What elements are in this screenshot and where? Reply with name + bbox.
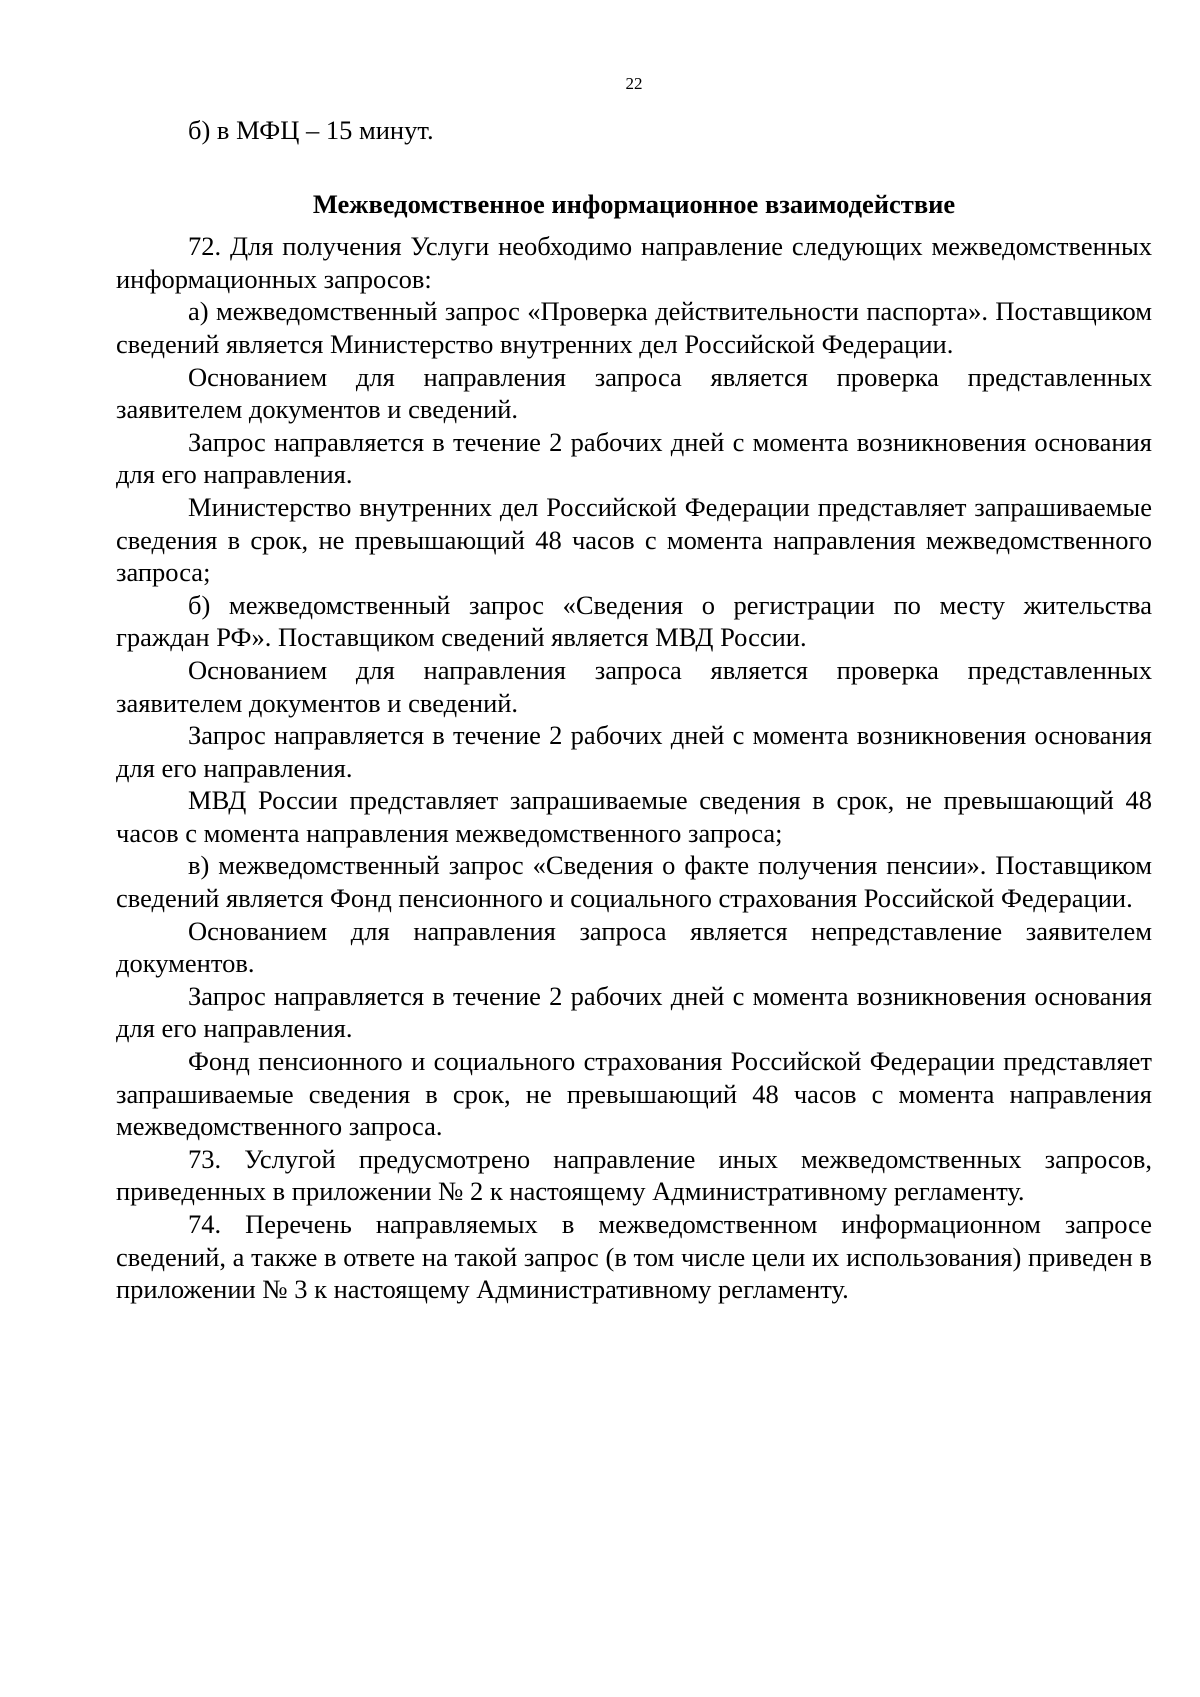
paragraph-72b-timing: Запрос направляется в течение 2 рабочих дней с момента возникновения основания для его направления. <box>116 720 1152 783</box>
paragraph-72c-basis: Основанием для направления запроса является непредставление заявителем документов. <box>116 915 1152 979</box>
paragraph-72a-basis: Основанием для направления запроса является проверка представленных заявителем документов и сведений. <box>116 361 1152 425</box>
paragraph-72c-response: Фонд пенсионного и социального страхования Российской Федерации представляет запрашиваемые сведения в срок, не превышающий 48 часов с момента направления межведомственного запроса. <box>116 1046 1152 1142</box>
paragraph-72b-basis: Основанием для направления запроса является проверка представленных заявителем документов и сведений. <box>116 654 1152 718</box>
intro-paragraph: б) в МФЦ – 15 минут. <box>188 115 434 145</box>
paragraph-74: 74. Перечень направляемых в межведомственном информационном запросе сведений, а также в ответе на такой запрос (в том числе цели их использования) приведен в приложении № 3 к настоящему Административному регламенту. <box>116 1209 1152 1305</box>
page-number: 22 <box>625 74 643 93</box>
paragraph-73: 73. Услугой предусмотрено направление иных межведомственных запросов, приведенных в приложении № 2 к настоящему Административному регламенту. <box>116 1143 1152 1207</box>
paragraph-72b-response: МВД России представляет запрашиваемые сведения в срок, не превышающий 48 часов с момента направления межведомственного запроса; <box>116 785 1152 848</box>
paragraph-72a-response: Министерство внутренних дел Российской Федерации представляет запрашиваемые сведения в срок, не превышающий 48 часов с момента направления межведомственного запроса; <box>116 491 1152 588</box>
paragraph-72c-timing: Запрос направляется в течение 2 рабочих дней с момента возникновения основания для его направления. <box>116 980 1152 1044</box>
paragraph-72a-timing: Запрос направляется в течение 2 рабочих дней с момента возникновения основания для его направления. <box>116 426 1152 490</box>
section-heading: Межведомственное информационное взаимодействие <box>312 188 956 219</box>
paragraph-72: 72. Для получения Услуги необходимо направление следующих межведомственных информационных запросов: <box>116 231 1152 294</box>
paragraph-72b: б) межведомственный запрос «Сведения о регистрации по месту жительства граждан РФ». Поставщиком сведений является МВД России. <box>116 589 1152 653</box>
document-body <box>116 114 1152 1306</box>
paragraph-72a: а) межведомственный запрос «Проверка действительности паспорта». Поставщиком сведений является Министерство внутренних дел Российской Федерации. <box>116 296 1152 359</box>
paragraph-72c: в) межведомственный запрос «Сведения о факте получения пенсии». Поставщиком сведений является Фонд пенсионного и социального страхования Российской Федерации. <box>116 850 1152 914</box>
